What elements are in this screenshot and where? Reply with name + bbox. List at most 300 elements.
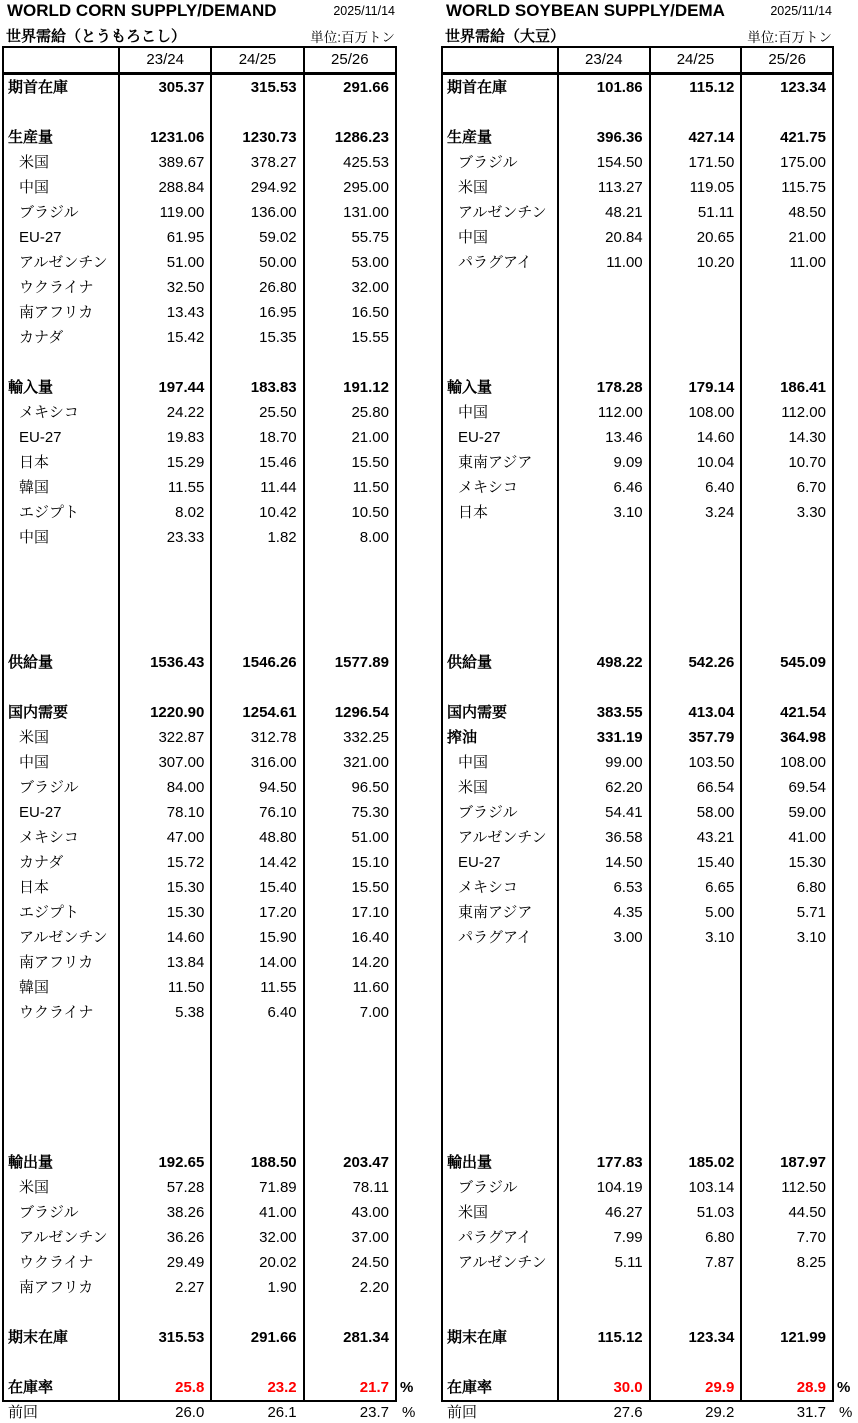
row-value: 28.9 xyxy=(740,1375,832,1400)
row-value: 315.53 xyxy=(210,75,302,100)
row-label xyxy=(4,350,118,375)
row-value xyxy=(303,100,395,125)
row-label: 中国 xyxy=(458,754,489,771)
table-row-blank xyxy=(443,275,832,300)
row-value: 281.34 xyxy=(303,1325,395,1350)
row-value xyxy=(649,1300,741,1325)
row-value xyxy=(210,1075,302,1100)
row-value: 6.65 xyxy=(649,875,741,900)
row-value: 84.00 xyxy=(118,775,210,800)
row-value xyxy=(557,975,649,1000)
row-value: 545.09 xyxy=(740,650,832,675)
table-row-blank xyxy=(4,1050,395,1075)
row-value: 291.66 xyxy=(210,1325,302,1350)
soybean-table-header xyxy=(443,48,832,75)
row-value: 6.40 xyxy=(210,1000,302,1025)
row-label: メキシコ xyxy=(19,829,79,846)
row-value: 6.40 xyxy=(649,475,741,500)
col-header-25-26: 25/26 xyxy=(740,48,832,72)
table-row-blank xyxy=(443,325,832,350)
row-value: 6.46 xyxy=(557,475,649,500)
row-value xyxy=(740,1025,832,1050)
table-row-item xyxy=(4,500,395,525)
row-value xyxy=(649,1025,741,1050)
table-row-blank xyxy=(443,1050,832,1075)
row-value: 15.55 xyxy=(303,325,395,350)
table-row-blank xyxy=(443,575,832,600)
table-row-blank xyxy=(443,550,832,575)
table-row-blank xyxy=(4,1100,395,1125)
row-value xyxy=(303,550,395,575)
row-value xyxy=(740,1350,832,1375)
row-label: パラグアイ xyxy=(458,254,532,271)
row-label xyxy=(4,1075,118,1100)
table-row-item xyxy=(4,475,395,500)
table-row-section xyxy=(443,1150,832,1175)
row-value: 71.89 xyxy=(210,1175,302,1200)
row-value: 54.41 xyxy=(557,800,649,825)
row-value xyxy=(557,1125,649,1150)
row-value: 15.46 xyxy=(210,450,302,475)
row-value: 421.54 xyxy=(740,700,832,725)
table-row-blank xyxy=(443,625,832,650)
row-value xyxy=(557,1000,649,1025)
row-value: 78.11 xyxy=(303,1175,395,1200)
row-value: 136.00 xyxy=(210,200,302,225)
table-row-item xyxy=(443,475,832,500)
row-value: 112.00 xyxy=(740,400,832,425)
row-value: 16.40 xyxy=(303,925,395,950)
row-label: 期首在庫 xyxy=(8,79,69,96)
col-header-24-25: 24/25 xyxy=(649,48,741,72)
corn-table-body xyxy=(4,75,414,1400)
row-value xyxy=(740,550,832,575)
table-row-section xyxy=(443,650,832,675)
soybean-table-subtitle: 世界需給（大豆） xyxy=(445,28,566,45)
row-value xyxy=(649,575,741,600)
col-header-23-24: 23/24 xyxy=(118,48,210,72)
row-value xyxy=(649,1350,741,1375)
row-value: 3.10 xyxy=(557,500,649,525)
row-value xyxy=(557,950,649,975)
row-value: 108.00 xyxy=(649,400,741,425)
row-value xyxy=(557,300,649,325)
table-row-item xyxy=(443,150,832,175)
row-value xyxy=(557,525,649,550)
row-value xyxy=(118,1050,210,1075)
row-value: 75.30 xyxy=(303,800,395,825)
table-row-item xyxy=(4,825,395,850)
row-value: 113.27 xyxy=(557,175,649,200)
row-value: 15.50 xyxy=(303,875,395,900)
row-value: 1.90 xyxy=(210,1275,302,1300)
table-row-blank xyxy=(443,525,832,550)
row-value xyxy=(740,350,832,375)
table-row-section xyxy=(4,75,395,100)
row-label xyxy=(4,1125,118,1150)
table-row-item xyxy=(443,250,832,275)
row-value: 14.00 xyxy=(210,950,302,975)
table-row-blank xyxy=(4,575,395,600)
table-row-blank xyxy=(443,975,832,1000)
table-row-blank xyxy=(443,1000,832,1025)
row-value: 104.19 xyxy=(557,1175,649,1200)
soybean-report-date: 2025/11/14 xyxy=(770,4,832,18)
row-value xyxy=(210,1300,302,1325)
row-value: 378.27 xyxy=(210,150,302,175)
soybean-title-row xyxy=(441,0,834,24)
row-label: 日本 xyxy=(458,504,489,521)
row-label: 米国 xyxy=(458,779,489,796)
row-value: 25.80 xyxy=(303,400,395,425)
row-label: 在庫率 xyxy=(8,1379,54,1396)
row-label xyxy=(443,1100,557,1125)
row-value: 123.34 xyxy=(740,75,832,100)
table-row-item xyxy=(4,325,395,350)
footer-label: 前回 xyxy=(8,1404,39,1421)
row-label: カナダ xyxy=(19,329,64,346)
row-value: 36.26 xyxy=(118,1225,210,1250)
row-value xyxy=(557,600,649,625)
table-row-item xyxy=(4,200,395,225)
row-value: 11.50 xyxy=(303,475,395,500)
table-row-item xyxy=(4,525,395,550)
row-label: ブラジル xyxy=(458,154,518,171)
table-row-item xyxy=(4,900,395,925)
table-row-blank xyxy=(443,1025,832,1050)
row-value xyxy=(118,1300,210,1325)
row-label: ウクライナ xyxy=(19,1254,94,1271)
row-value: 32.50 xyxy=(118,275,210,300)
table-row-item xyxy=(443,850,832,875)
row-value: 32.00 xyxy=(210,1225,302,1250)
soybean-table xyxy=(441,46,851,1402)
row-value xyxy=(740,625,832,650)
row-value: 11.00 xyxy=(557,250,649,275)
row-label xyxy=(4,550,118,575)
row-label: 日本 xyxy=(19,454,50,471)
row-value xyxy=(118,1125,210,1150)
row-label: パラグアイ xyxy=(458,929,532,946)
row-value: 23.33 xyxy=(118,525,210,550)
row-value: 421.75 xyxy=(740,125,832,150)
row-value: 179.14 xyxy=(649,375,741,400)
row-value: 3.00 xyxy=(557,925,649,950)
row-value: 322.87 xyxy=(118,725,210,750)
corn-table-header xyxy=(4,48,395,75)
table-row-blank xyxy=(4,1025,395,1050)
table-row-item xyxy=(4,750,395,775)
row-label xyxy=(443,1125,557,1150)
row-value: 383.55 xyxy=(557,700,649,725)
row-value: 154.50 xyxy=(557,150,649,175)
row-value: 305.37 xyxy=(118,75,210,100)
table-row-item xyxy=(443,450,832,475)
corn-subtitle-row xyxy=(2,24,397,46)
row-value: 19.83 xyxy=(118,425,210,450)
row-value: 191.12 xyxy=(303,375,395,400)
row-value: 115.12 xyxy=(557,1325,649,1350)
row-value: 41.00 xyxy=(740,825,832,850)
row-value: 178.28 xyxy=(557,375,649,400)
row-label: アルゼンチン xyxy=(19,254,108,271)
row-label: ブラジル xyxy=(458,804,518,821)
row-value xyxy=(557,325,649,350)
row-value xyxy=(649,550,741,575)
row-value: 99.00 xyxy=(557,750,649,775)
corn-table xyxy=(2,46,414,1402)
row-value: 119.05 xyxy=(649,175,741,200)
table-row-blank xyxy=(4,1125,395,1150)
row-label: アルゼンチン xyxy=(19,929,108,946)
row-value xyxy=(557,1100,649,1125)
row-value: 15.40 xyxy=(210,875,302,900)
row-value xyxy=(303,1075,395,1100)
row-value: 15.30 xyxy=(740,850,832,875)
row-value xyxy=(557,550,649,575)
row-value: 108.00 xyxy=(740,750,832,775)
row-value: 1230.73 xyxy=(210,125,302,150)
row-label: アルゼンチン xyxy=(458,829,547,846)
row-value: 5.38 xyxy=(118,1000,210,1025)
table-row-blank xyxy=(443,1300,832,1325)
row-value: 61.95 xyxy=(118,225,210,250)
table-row-ratio xyxy=(4,1375,414,1400)
row-label: 在庫率 xyxy=(447,1379,493,1396)
row-value: 41.00 xyxy=(210,1200,302,1225)
row-value xyxy=(649,600,741,625)
row-label xyxy=(4,100,118,125)
row-value: 307.00 xyxy=(118,750,210,775)
table-row-item xyxy=(443,425,832,450)
soybean-unit-label: 単位:百万トン xyxy=(747,30,832,45)
row-value: 48.21 xyxy=(557,200,649,225)
table-row-item xyxy=(4,800,395,825)
row-label: 南アフリカ xyxy=(19,1279,94,1296)
table-row-item xyxy=(4,1175,395,1200)
table-row-blank xyxy=(443,1125,832,1150)
row-value: 15.40 xyxy=(649,850,741,875)
row-value xyxy=(303,1050,395,1075)
row-value: 5.71 xyxy=(740,900,832,925)
row-value xyxy=(118,100,210,125)
table-row-blank xyxy=(4,100,395,125)
row-label xyxy=(443,975,557,1000)
row-label: ブラジル xyxy=(19,779,79,796)
row-value xyxy=(118,1025,210,1050)
row-value: 197.44 xyxy=(118,375,210,400)
table-row-item xyxy=(443,1175,832,1200)
row-value: 119.00 xyxy=(118,200,210,225)
row-label xyxy=(443,1000,557,1025)
row-label xyxy=(443,100,557,125)
row-value: 5.00 xyxy=(649,900,741,925)
row-label: メキシコ xyxy=(458,479,518,496)
row-value: 21.00 xyxy=(740,225,832,250)
row-value xyxy=(210,1025,302,1050)
row-value: 9.09 xyxy=(557,450,649,475)
row-value: 15.42 xyxy=(118,325,210,350)
row-label: 韓国 xyxy=(19,979,50,996)
row-label xyxy=(4,1050,118,1075)
table-row-item xyxy=(443,500,832,525)
row-value xyxy=(649,625,741,650)
row-value xyxy=(740,1275,832,1300)
row-label xyxy=(443,550,557,575)
percent-sign: % xyxy=(839,1404,853,1421)
col-header-23-24: 23/24 xyxy=(557,48,649,72)
row-value: 8.25 xyxy=(740,1250,832,1275)
row-value: 7.87 xyxy=(649,1250,741,1275)
row-value: 6.80 xyxy=(649,1225,741,1250)
table-row-section xyxy=(4,1150,395,1175)
row-value: 427.14 xyxy=(649,125,741,150)
row-value: 7.70 xyxy=(740,1225,832,1250)
row-value: 2.20 xyxy=(303,1275,395,1300)
row-value: 20.65 xyxy=(649,225,741,250)
soybean-table-body xyxy=(443,75,851,1400)
row-value: 11.55 xyxy=(118,475,210,500)
row-label xyxy=(443,525,557,550)
row-value: 14.30 xyxy=(740,425,832,450)
row-label: 米国 xyxy=(19,1179,50,1196)
row-value: 25.8 xyxy=(118,1375,210,1400)
table-row-item xyxy=(4,725,395,750)
row-value: 1536.43 xyxy=(118,650,210,675)
row-value xyxy=(649,100,741,125)
table-row-item xyxy=(443,925,832,950)
row-value: 14.20 xyxy=(303,950,395,975)
row-label: 南アフリカ xyxy=(19,954,94,971)
row-label: 搾油 xyxy=(447,729,478,746)
row-label: EU-27 xyxy=(19,229,62,246)
row-value: 498.22 xyxy=(557,650,649,675)
row-value xyxy=(740,300,832,325)
table-row-item xyxy=(4,850,395,875)
table-row-item xyxy=(443,1250,832,1275)
row-value: 1577.89 xyxy=(303,650,395,675)
row-label xyxy=(443,625,557,650)
row-value xyxy=(210,1350,302,1375)
row-label xyxy=(4,625,118,650)
table-row-item xyxy=(443,175,832,200)
row-label xyxy=(4,675,118,700)
footer-label: 前回 xyxy=(447,1404,478,1421)
table-row-item xyxy=(4,150,395,175)
row-value: 332.25 xyxy=(303,725,395,750)
row-label xyxy=(4,1350,118,1375)
row-label xyxy=(443,1275,557,1300)
row-value: 36.58 xyxy=(557,825,649,850)
row-label: EU-27 xyxy=(458,854,501,871)
row-value: 21.7 xyxy=(303,1375,395,1400)
row-label: EU-27 xyxy=(19,429,62,446)
row-value: 8.00 xyxy=(303,525,395,550)
row-value xyxy=(649,975,741,1000)
row-value: 187.97 xyxy=(740,1150,832,1175)
row-value xyxy=(740,525,832,550)
table-row-item xyxy=(4,875,395,900)
table-row-section xyxy=(443,725,832,750)
row-value xyxy=(303,600,395,625)
row-value xyxy=(740,1050,832,1075)
row-label xyxy=(443,350,557,375)
row-value: 13.84 xyxy=(118,950,210,975)
row-value: 15.35 xyxy=(210,325,302,350)
row-value xyxy=(649,325,741,350)
soybean-footer-row xyxy=(441,1402,853,1423)
row-value: 47.00 xyxy=(118,825,210,850)
row-value: 14.60 xyxy=(649,425,741,450)
row-value: 53.00 xyxy=(303,250,395,275)
table-row-blank xyxy=(443,300,832,325)
row-value: 11.44 xyxy=(210,475,302,500)
table-row-item xyxy=(443,1200,832,1225)
row-value xyxy=(557,675,649,700)
row-value xyxy=(649,675,741,700)
row-value xyxy=(303,350,395,375)
row-value: 14.42 xyxy=(210,850,302,875)
row-value: 51.11 xyxy=(649,200,741,225)
row-value: 321.00 xyxy=(303,750,395,775)
row-label: 中国 xyxy=(458,404,489,421)
table-row-item xyxy=(4,425,395,450)
row-value xyxy=(740,275,832,300)
row-value: 66.54 xyxy=(649,775,741,800)
row-label: 中国 xyxy=(19,754,50,771)
row-label: ウクライナ xyxy=(19,1004,94,1021)
row-value: 103.14 xyxy=(649,1175,741,1200)
row-value: 16.95 xyxy=(210,300,302,325)
row-value xyxy=(740,575,832,600)
percent-sign: % xyxy=(837,1379,851,1396)
row-value: 3.10 xyxy=(740,925,832,950)
corn-header-empty-cell xyxy=(4,48,118,72)
row-value: 131.00 xyxy=(303,200,395,225)
table-row-item xyxy=(4,1250,395,1275)
table-row-blank xyxy=(4,1075,395,1100)
row-label: 東南アジア xyxy=(458,904,533,921)
row-value: 183.83 xyxy=(210,375,302,400)
row-label: 東南アジア xyxy=(458,454,533,471)
row-value xyxy=(210,1050,302,1075)
row-value: 7.00 xyxy=(303,1000,395,1025)
row-value: 295.00 xyxy=(303,175,395,200)
row-value xyxy=(303,1300,395,1325)
table-row-item xyxy=(4,450,395,475)
row-value: 357.79 xyxy=(649,725,741,750)
row-value: 48.80 xyxy=(210,825,302,850)
row-value: 112.00 xyxy=(557,400,649,425)
row-label xyxy=(443,1025,557,1050)
row-label xyxy=(443,575,557,600)
row-value: 1220.90 xyxy=(118,700,210,725)
row-value xyxy=(118,1075,210,1100)
row-value xyxy=(557,1350,649,1375)
row-value: 15.90 xyxy=(210,925,302,950)
row-value: 185.02 xyxy=(649,1150,741,1175)
row-value: 103.50 xyxy=(649,750,741,775)
row-label xyxy=(4,1025,118,1050)
footer-value: 26.1 xyxy=(267,1404,297,1421)
table-row-section xyxy=(4,650,395,675)
table-row-item xyxy=(443,225,832,250)
row-value: 62.20 xyxy=(557,775,649,800)
row-value xyxy=(303,1125,395,1150)
col-header-24-25: 24/25 xyxy=(210,48,302,72)
table-row-item xyxy=(4,400,395,425)
row-value: 37.00 xyxy=(303,1225,395,1250)
